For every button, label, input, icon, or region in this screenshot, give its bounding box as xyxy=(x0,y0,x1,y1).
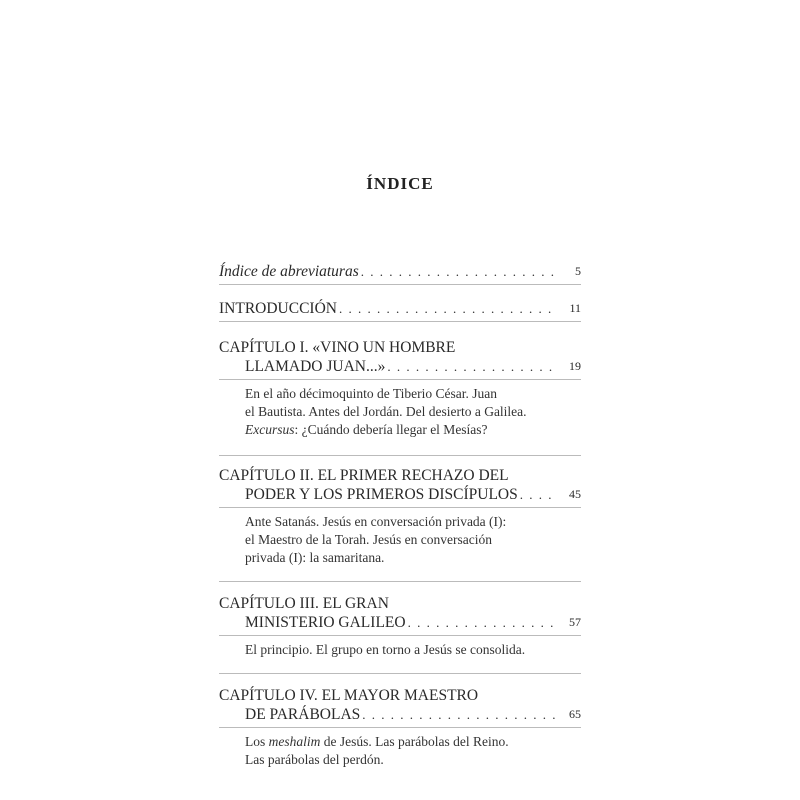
divider xyxy=(219,673,581,674)
divider xyxy=(219,284,581,285)
toc-page-number: 65 xyxy=(569,707,581,721)
toc-page-number: 11 xyxy=(569,301,581,315)
toc-entry-abbreviations[interactable] xyxy=(219,262,581,285)
description-line: En el año décimoquinto de Tiberio César. Juan xyxy=(245,386,497,401)
chapter-description xyxy=(219,513,581,567)
divider xyxy=(219,455,581,456)
toc-entry-chapter-3[interactable] xyxy=(219,594,581,674)
divider xyxy=(219,507,581,508)
description-line: el Maestro de la Torah. Jesús en conversación xyxy=(245,532,492,547)
description-line xyxy=(245,733,581,751)
divider xyxy=(219,581,581,582)
leader-dots xyxy=(361,262,557,281)
excursus-label: Excursus xyxy=(245,422,295,437)
description-line: el Bautista. Antes del Jordán. Del desierto a Galilea. xyxy=(245,404,527,419)
chapter-title-line-2: LLAMADO JUAN...» xyxy=(245,358,386,375)
leader-dots xyxy=(408,613,557,632)
divider xyxy=(219,379,581,380)
divider xyxy=(219,321,581,322)
description-text: Los xyxy=(245,734,269,749)
description-line: El principio. El grupo en torno a Jesús se consolida. xyxy=(245,642,526,657)
toc-entry-introduction[interactable] xyxy=(219,299,581,322)
chapter-title-line-1: CAPÍTULO I. «VINO UN HOMBRE xyxy=(219,339,456,356)
description-text: de Jesús. Las parábolas del Reino. xyxy=(320,734,509,749)
page-title: ÍNDICE xyxy=(366,174,434,193)
toc-entry-label: Índice de abreviaturas xyxy=(219,263,359,280)
description-italic-term: meshalim xyxy=(268,734,321,749)
chapter-description xyxy=(219,641,581,659)
toc-page-number: 5 xyxy=(575,264,581,278)
leader-dots xyxy=(387,357,557,376)
chapter-title-line-1: CAPÍTULO III. EL GRAN xyxy=(219,595,389,612)
chapter-title-line-1: CAPÍTULO IV. EL MAYOR MAESTRO xyxy=(219,687,479,704)
table-of-contents xyxy=(219,262,581,785)
description-line xyxy=(245,421,581,439)
toc-entry-chapter-2[interactable] xyxy=(219,466,581,582)
divider xyxy=(219,727,581,728)
toc-entry-chapter-4[interactable] xyxy=(219,686,581,769)
toc-entry-chapter-1[interactable] xyxy=(219,338,581,456)
chapter-title-line-2: DE PARÁBOLAS xyxy=(245,706,361,723)
chapter-description xyxy=(219,385,581,439)
leader-dots xyxy=(339,299,557,318)
toc-page-number: 19 xyxy=(569,359,581,373)
toc-page-number: 57 xyxy=(569,615,581,629)
chapter-title-line-2: MINISTERIO GALILEO xyxy=(245,614,406,631)
leader-dots xyxy=(520,485,557,504)
toc-page-number: 45 xyxy=(569,487,581,501)
chapter-title-line-2: PODER Y LOS PRIMEROS DISCÍPULOS xyxy=(245,486,518,503)
divider xyxy=(219,635,581,636)
chapter-title-line-1: CAPÍTULO II. EL PRIMER RECHAZO DEL xyxy=(219,467,509,484)
chapter-description xyxy=(219,733,581,769)
description-line: Ante Satanás. Jesús en conversación privada (I): xyxy=(245,514,507,529)
description-line: privada (I): la samaritana. xyxy=(245,550,385,565)
description-line: Las parábolas del perdón. xyxy=(245,752,384,767)
excursus-text: : ¿Cuándo debería llegar el Mesías? xyxy=(294,422,488,437)
leader-dots xyxy=(362,705,557,724)
toc-entry-label: INTRODUCCIÓN xyxy=(219,300,337,317)
